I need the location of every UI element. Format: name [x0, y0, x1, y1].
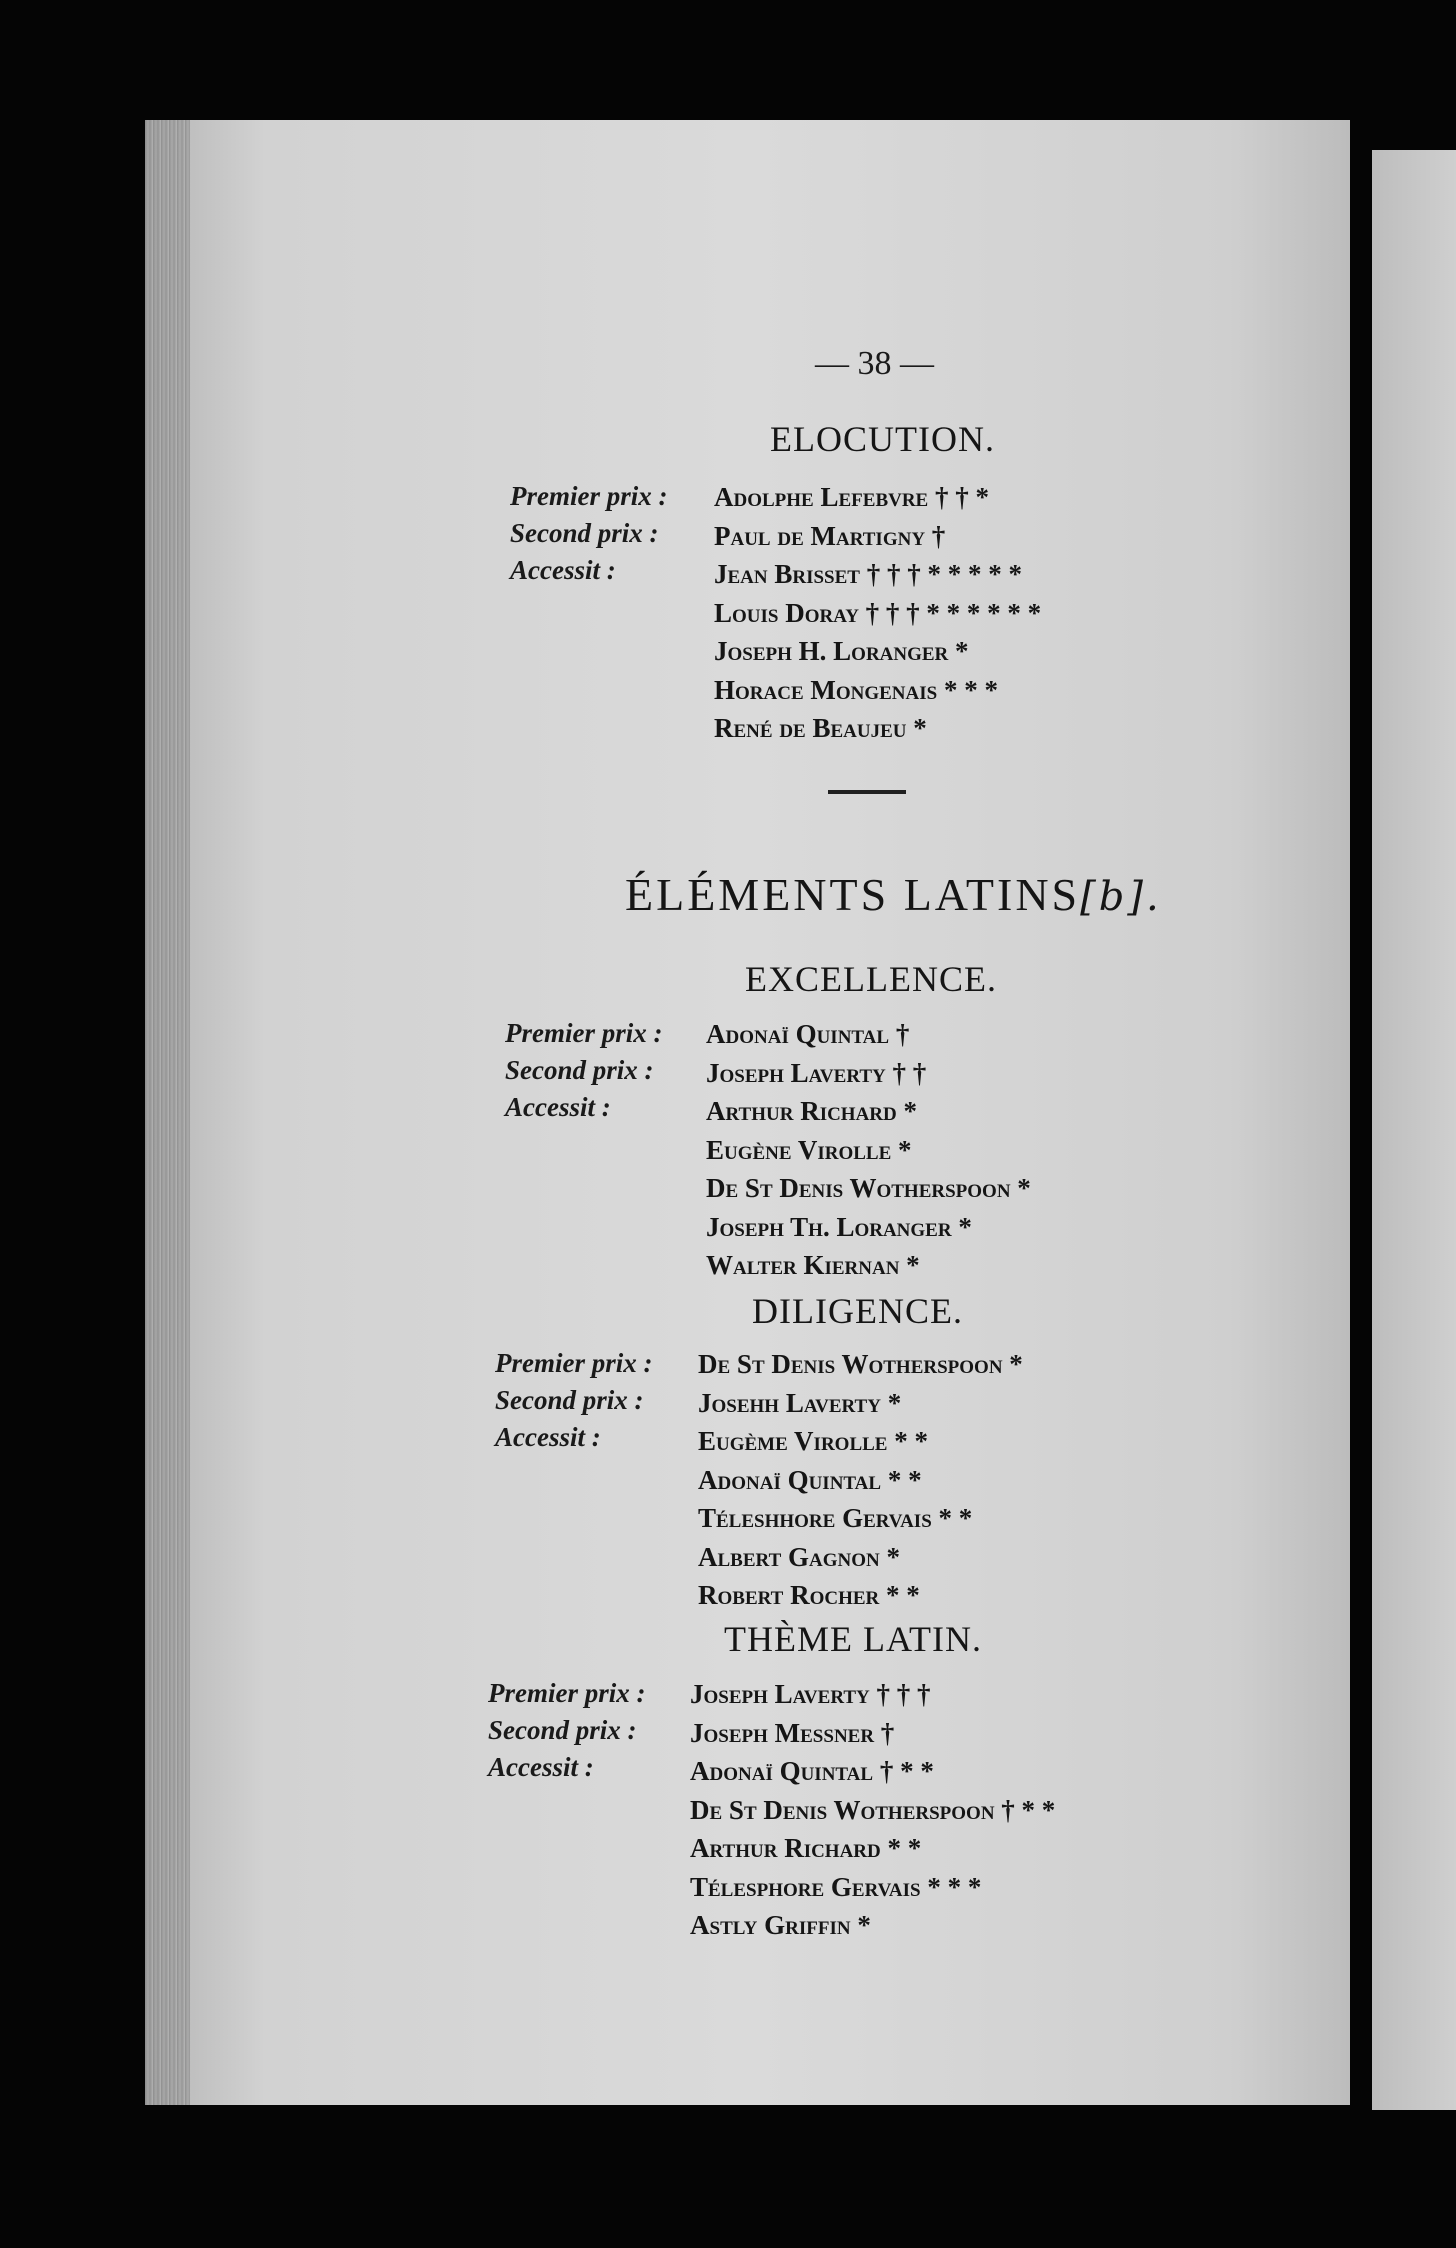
- list-item: De St Denis Wotherspoon † * *: [690, 1794, 1056, 1825]
- list-item: Robert Rocher * *: [698, 1580, 920, 1610]
- list-item: Paul de Martigny †: [714, 520, 946, 551]
- list-item: Adolphe Lefebvre † † *: [714, 482, 989, 512]
- label-premier-prix: Premier prix :: [495, 1348, 653, 1378]
- list-item: Téleshhore Gervais * *: [698, 1503, 973, 1533]
- section-title-excellence: EXCELLENCE.: [745, 959, 997, 999]
- list-item: Joseph Messner †: [690, 1717, 895, 1748]
- handwritten-annotation: [b].: [1080, 874, 1162, 920]
- label-accessit: Accessit :: [505, 1092, 611, 1122]
- label-second-prix: Second prix :: [505, 1055, 654, 1085]
- list-item: Joseph Th. Loranger *: [706, 1211, 972, 1242]
- list-item: Joseph Laverty † †: [706, 1057, 927, 1088]
- list-item: Adonaï Quintal † * *: [690, 1756, 934, 1786]
- list-item: Albert Gagnon *: [698, 1541, 900, 1572]
- page-edge: [145, 120, 190, 2105]
- names-diligence: [698, 1345, 1023, 1615]
- page-gutter: [1350, 150, 1372, 2110]
- label-second-prix: Second prix :: [495, 1385, 644, 1415]
- prize-labels-theme-latin: [488, 1675, 645, 1786]
- label-second-prix: Second prix :: [488, 1715, 637, 1745]
- section-title-elocution: ELOCUTION.: [770, 419, 995, 459]
- prize-labels-excellence: [505, 1015, 662, 1126]
- label-accessit: Accessit :: [495, 1422, 601, 1452]
- main-heading-text: ÉLÉMENTS LATINS: [625, 869, 1081, 920]
- label-premier-prix: Premier prix :: [510, 481, 668, 511]
- label-accessit: Accessit :: [510, 555, 616, 585]
- list-item: Eugème Virolle * *: [698, 1426, 928, 1456]
- label-premier-prix: Premier prix :: [505, 1018, 663, 1048]
- list-item: René de Beaujeu *: [714, 713, 927, 743]
- list-item: Walter Kiernan *: [706, 1250, 920, 1280]
- list-item: Astly Griffin *: [690, 1910, 871, 1940]
- list-item: Arthur Richard *: [706, 1096, 918, 1126]
- section-title-elements-latins: [625, 868, 1162, 921]
- list-item: Joseph H. Loranger *: [714, 636, 969, 666]
- label-accessit: Accessit :: [488, 1752, 594, 1782]
- names-excellence: [706, 1015, 1031, 1285]
- section-title-theme-latin: THÈME LATIN.: [724, 1619, 982, 1659]
- label-premier-prix: Premier prix :: [488, 1678, 646, 1708]
- names-theme-latin: [690, 1675, 1055, 1945]
- adjacent-page: [1372, 150, 1456, 2110]
- list-item: Horace Mongenais * * *: [714, 674, 998, 705]
- list-item: Télesphore Gervais * * *: [690, 1871, 982, 1902]
- list-item: Joseph Laverty † † †: [690, 1679, 931, 1709]
- list-item: Louis Doray † † † * * * * * *: [714, 597, 1042, 628]
- names-elocution: [714, 478, 1041, 748]
- label-second-prix: Second prix :: [510, 518, 659, 548]
- page-number: — 38 —: [815, 345, 934, 382]
- list-item: Adonaï Quintal †: [706, 1019, 910, 1049]
- list-item: De St Denis Wotherspoon *: [698, 1349, 1023, 1379]
- list-item: Jean Brisset † † † * * * * *: [714, 559, 1022, 589]
- list-item: Adonaï Quintal * *: [698, 1464, 922, 1495]
- section-title-diligence: DILIGENCE.: [752, 1291, 963, 1331]
- list-item: Eugène Virolle *: [706, 1134, 912, 1165]
- list-item: Arthur Richard * *: [690, 1833, 922, 1863]
- list-item: Josehh Laverty *: [698, 1387, 902, 1418]
- section-divider: [828, 790, 906, 794]
- list-item: De St Denis Wotherspoon *: [706, 1173, 1031, 1203]
- prize-labels-diligence: [495, 1345, 652, 1456]
- prize-labels-elocution: [510, 478, 667, 589]
